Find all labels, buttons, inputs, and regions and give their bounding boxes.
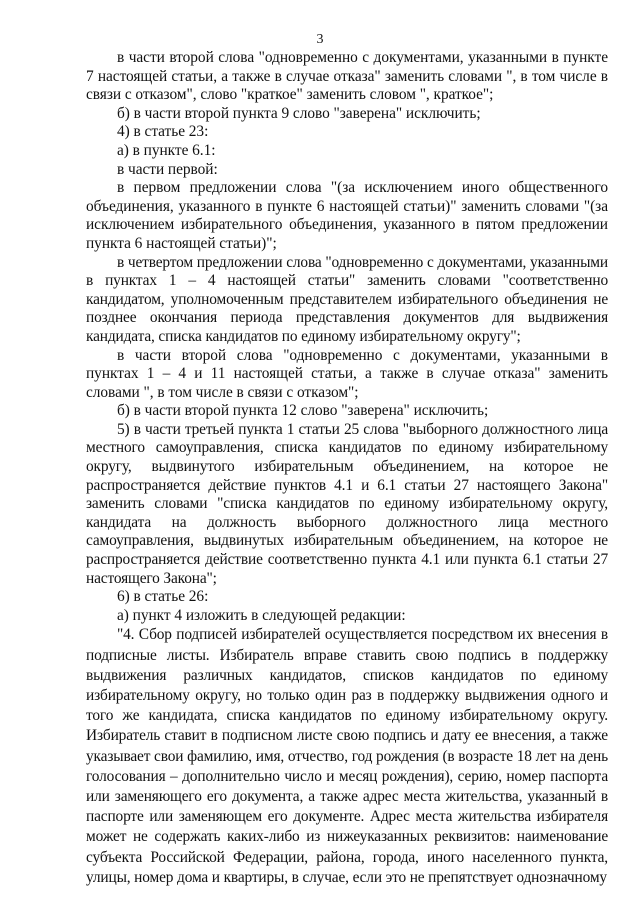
paragraph-9: б) в части второй пункта 12 слово "заверена" исключить; [117,402,489,420]
paragraph-11: 6) в статье 26: [117,588,209,606]
paragraph-7: в четвертом предложении слова "одновременно с документами, указанными в пунктах 1 – 4 настоящей статьи" заменить словами "соответственно кандидатом, уполномоченным представителем избирательного объединения не позднее окончания периода представления документов для выдвижения кандидата, списка кандидатов по единому избирательному округу"; [86,253,608,345]
paragraph-13: "4. Сбор подписей избирателей осуществляется посредством их внесения в подписные листы. Избиратель вправе ставить свою подпись в поддержку выдвижения различных кандидатов, списков кандидатов по единому избирательному округу, но только один раз в поддержку выдвижения одного и того же кандидата, списка кандидатов по единому избирательному округу. Избиратель ставит в подписном листе свою подпись и дату ее внесения, а также указывает свои фамилию, имя, отчество, год рождения (в возрасте 18 лет на день голосования – дополнительно число и месяц рождения), серию, номер паспорта или заменяющего его документа, а также адрес места жительства, указанный в паспорте или заменяющем его документе. Адрес места жительства избирателя может не содержать каких-либо из нижеуказанных реквизитов: наименование субъекта Российской Федерации, района, города, иного населенного пункта, улицы, номер дома и квартиры, в случае, если это не препятствует однозначному [86,626,608,886]
paragraph-3: 4) в статье 23: [117,123,209,141]
paragraph-2: б) в части второй пункта 9 слово "заверена" исключить; [117,104,481,122]
paragraph-12: а) пункт 4 изложить в следующей редакции: [117,606,406,624]
paragraph-10: 5) в части третьей пункта 1 статьи 25 слова "выборного должностного лица местного самоуправления, списка кандидатов по единому избирательному округу, выдвинутого избирательным объединением, на которое не распространяется действие пунктов 4.1 и 6.1 статьи 27 настоящего Закона" заменить словами "списка кандидатов по единому избирательному округу, кандидата на должность выборного должностного лица местного самоуправления, выдвинутых избирательным объединением, на которое не распространяется действие соответственно пункта 4.1 или пункта 6.1 статьи 27 настоящего Закона"; [86,420,608,587]
paragraph-6: в первом предложении слова "(за исключением иного общественного объединения, указанного в пункте 6 настоящей статьи)" заменить словами "(за исключением избирательного объединения, указанного в пятом предложении пункта 6 настоящей статьи)"; [86,179,608,252]
document-body [86,49,608,888]
paragraph-5: в части первой: [117,160,218,178]
page-number: 3 [316,32,324,47]
paragraph-1: в части второй слова "одновременно с документами, указанными в пункте 7 настоящей статьи, а также в случае отказа" заменить словами ", в том числе в связи с отказом", слово "краткое" заменить словом ", краткое"; [86,49,608,104]
paragraph-8: в части второй слова "одновременно с документами, указанными в пунктах 1 – 4 и 11 настоящей статьи, а также в случае отказа" заменить словами ", в том числе в связи с отказом"; [86,346,608,401]
paragraph-4: а) в пункте 6.1: [117,141,216,159]
